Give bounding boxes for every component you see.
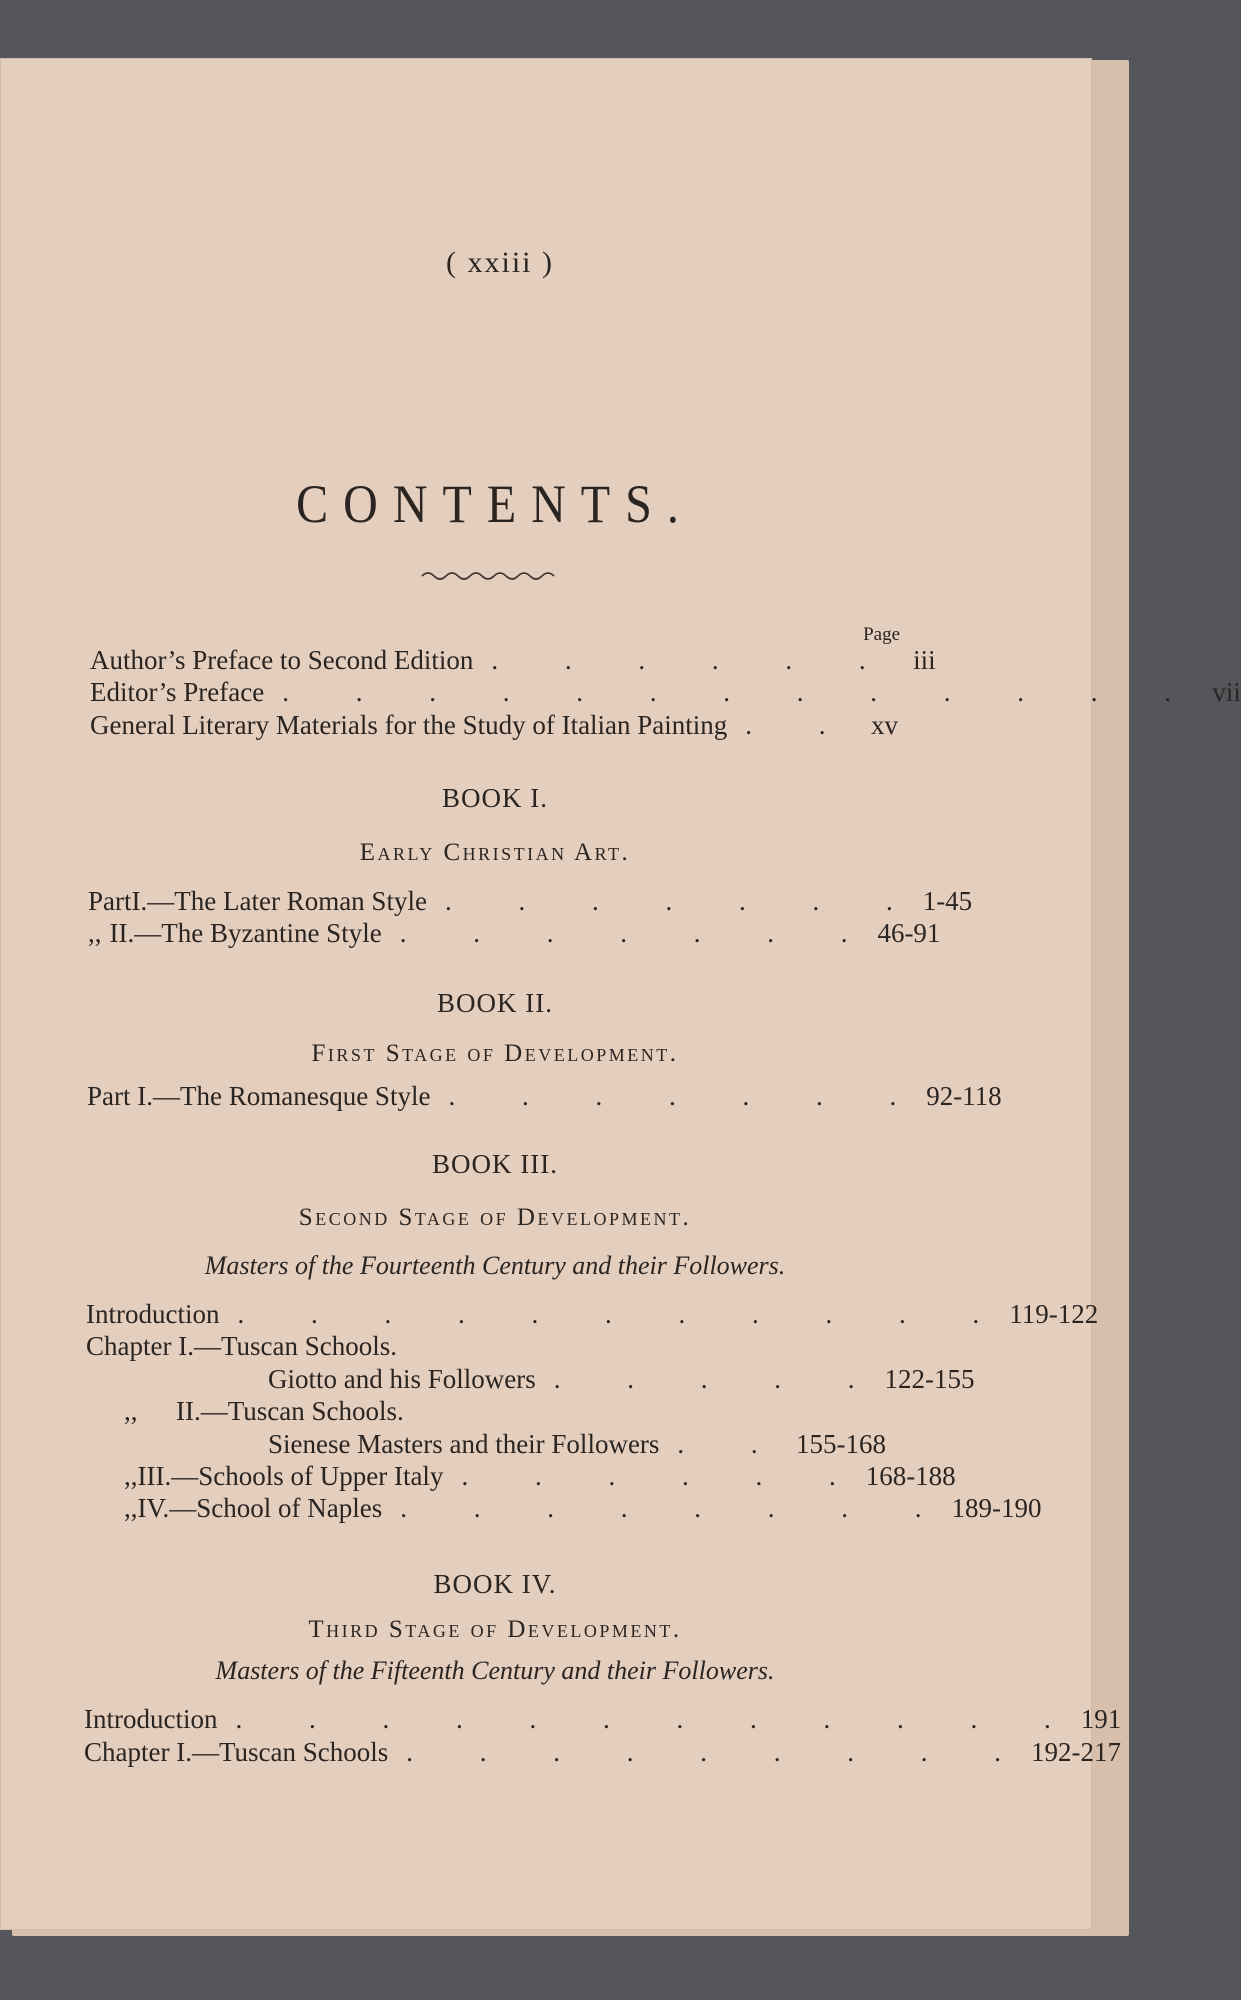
entry-page: 155-168 [796,1429,886,1459]
dot-leader: . . . . . . . [399,918,878,948]
ditto-mark: ,, [124,1493,138,1523]
entry-prefix: Part [88,886,132,916]
dot-leader: . . . . . . . . . . . [237,1299,1010,1329]
entry-page: iii [913,645,936,675]
dot-leader: . . . . . . [491,645,896,675]
entry-title: III.—Schools of Upper Italy [137,1461,444,1491]
entry-title: —The Later Roman Style [147,886,427,916]
page-column-label: Page [863,624,900,645]
toc-entry [90,677,1241,707]
toc-entry [124,1461,956,1491]
contents-title: CONTENTS. [296,474,694,535]
book-description: Masters of the Fourteenth Century and their Followers. [204,1251,786,1280]
page-folio: ( xxiii ) [446,246,554,279]
entry-prefix: ,, [88,918,102,948]
toc-entry [124,1493,1042,1523]
toc-entry [88,918,941,948]
book-subtitle: Second Stage of Development. [298,1204,692,1231]
wavy-rule-ornament [420,568,550,584]
entry-title: Editor’s Preface [90,677,265,707]
dot-leader: . . . . . . [461,1461,866,1491]
entry-title: Author’s Preface to Second Edition [90,645,474,675]
book-page [0,58,1241,1930]
entry-page: vii [1212,677,1241,707]
dot-leader: . . . . . . . [448,1081,927,1111]
chapter-title: Chapter I.—Tuscan Schools. [86,1331,397,1361]
toc-entry [90,712,898,739]
dot-leader: . . . . . . . . [400,1493,952,1523]
entry-title: Chapter I.—Tuscan Schools [84,1737,389,1767]
toc-entry [90,645,936,675]
entry-title: Giotto and his Followers [268,1364,536,1394]
toc-entry [87,1081,1002,1111]
dot-leader: . . . . . . . . . . . . . [282,677,1201,707]
dot-leader: . . [677,1429,788,1459]
chapter-title [124,1398,404,1425]
book-heading: BOOK II. [437,988,553,1018]
entry-title: IV.—School of Naples [137,1493,383,1523]
book-subtitle: Third Stage of Development. [308,1616,682,1643]
entry-title: Sienese Masters and their Followers [268,1429,660,1459]
book-description: Masters of the Fifteenth Century and their Followers. [215,1656,775,1685]
toc-entry [88,886,973,916]
dot-leader: . . . . . . . . . [406,1737,1031,1767]
entry-title: General Literary Materials for the Study of Italian Painting [90,710,728,740]
entry-title: Introduction [86,1299,220,1329]
entry-page: 191 [1080,1704,1122,1734]
toc-entry [268,1431,886,1458]
ditto-mark: ,, [124,1396,138,1426]
chapter-label: II.—Tuscan Schools. [176,1396,404,1426]
entry-title: Part I.—The Romanesque Style [87,1081,431,1111]
entry-title: Introduction [84,1704,218,1734]
toc-entry [86,1299,1099,1329]
entry-page: 168-188 [865,1461,956,1491]
entry-page: xv [871,710,898,740]
entry-numeral: II. [109,918,135,948]
book-heading: BOOK I. [442,783,548,813]
entry-page: 46-91 [877,918,941,948]
entry-page: 119-122 [1009,1299,1099,1329]
dot-leader: . . . . . [553,1364,885,1394]
book-subtitle: Early Christian Art. [359,839,631,866]
entry-title: —The Byzantine Style [134,918,382,948]
book-heading: BOOK III. [432,1149,558,1179]
entry-page: 122-155 [884,1364,975,1394]
dot-leader: . . . . . . . . . . . . [235,1704,1081,1734]
toc-entry [84,1737,1121,1767]
toc-entry [268,1364,975,1394]
ditto-mark: ,, [124,1461,138,1491]
book-heading: BOOK IV. [433,1569,557,1599]
entry-page: 192-217 [1031,1737,1121,1767]
toc-entry [84,1704,1122,1734]
entry-page: 92-118 [926,1081,1002,1111]
dot-leader: . . . . . . . [444,886,923,916]
entry-numeral: I. [131,886,148,916]
entry-page: 189-190 [951,1493,1042,1523]
entry-page: 1-45 [922,886,973,916]
book-subtitle: First Stage of Development. [311,1040,679,1067]
dot-leader: . . [745,710,856,740]
